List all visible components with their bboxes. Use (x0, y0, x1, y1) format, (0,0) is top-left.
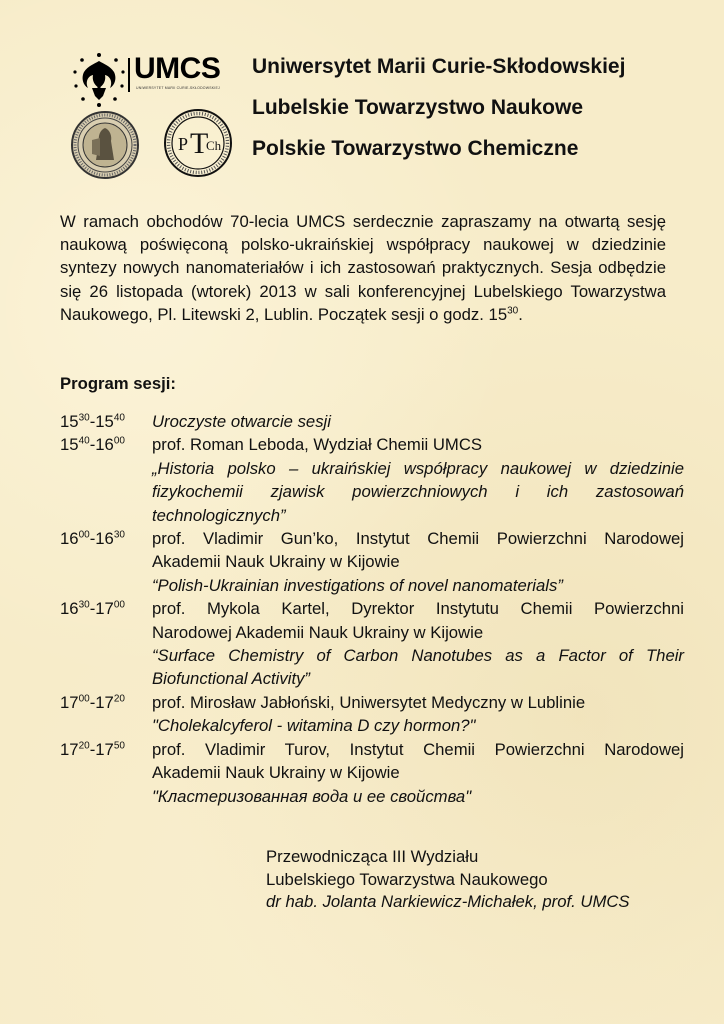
program-details (152, 410, 684, 433)
program-time (60, 597, 152, 691)
program-details (152, 691, 684, 738)
invitation-text: W ramach obchodów 70-lecia UMCS serdecznie zapraszamy na otwartą sesję naukową poświęconą polsko-ukraińskiej współpracy naukowej w dziedzinie syntezy nowych nanomateriałów i ich zastosowań praktycznych. Sesja odbędzie się 26 listopada (wtorek) 2013 w sali konferencyjnej Lubelskiego Towarzystwa Naukowego, Pl. Litewski 2, Lublin. Początek sesji o godz. 15 (60, 212, 666, 324)
time-hour: 17 (95, 692, 114, 712)
program-speaker-line: Akademii Nauk Ukrainy w Kijowie (152, 763, 400, 783)
program-talk-title-line: Biofunctional Activity” (152, 669, 310, 689)
program-details (152, 527, 684, 597)
program-talk-title-line: technologicznych” (152, 505, 286, 525)
time-hour: 15 (95, 412, 114, 431)
program-speaker-line: Narodowej Akademii Nauk Ukrainy w Kijowie (152, 622, 484, 642)
invitation-paragraph (60, 210, 666, 326)
program-speaker-line: Akademii Nauk Ukrainy w Kijowie (152, 552, 400, 572)
program-talk-title-line: "Кластеризованная вода и ее свойства" (152, 786, 472, 806)
program-speaker-line: prof. Roman Leboda, Wydział Chemii UMCS (152, 435, 483, 455)
time-hour: 16 (60, 599, 79, 619)
time-dash: - (89, 739, 96, 759)
program-speaker-line: prof. Mirosław Jabłoński, Uniwersytet Medyczny w Lublinie (152, 692, 586, 712)
time-minutes: 30 (78, 599, 90, 611)
time-minutes: 00 (78, 693, 90, 705)
time-dash: - (89, 435, 96, 455)
program-item (60, 433, 684, 527)
program-speaker-line: prof. Vladimir Turov, Instytut Chemii Powierzchni Narodowej (152, 739, 684, 759)
time-minutes: 00 (113, 599, 125, 611)
invitation-time-minutes: 30 (507, 305, 519, 317)
time-dash: - (89, 599, 96, 619)
time-hour: 16 (95, 435, 114, 455)
program-time (60, 527, 152, 597)
umcs-wordmark-subtitle: UNIWERSYTET MARII CURIE-SKŁODOWSKIEJ (136, 86, 220, 90)
program-talk-title-line: “Polish-Ukrainian investigations of novel nanomaterials” (152, 575, 563, 595)
time-minutes: 40 (113, 412, 125, 424)
program-item (60, 738, 684, 808)
program-details (152, 597, 684, 691)
program-details (152, 738, 684, 808)
program-talk-title-line: "Cholekalcyferol - witamina D czy hormon?" (152, 716, 476, 736)
ptch-letter-p: P (178, 134, 189, 154)
time-minutes: 20 (113, 693, 125, 705)
program-speaker-line: prof. Vladimir Gun’ko, Instytut Chemii Powierzchni Narodowej (152, 529, 684, 549)
signature-block (266, 846, 630, 914)
time-minutes: 50 (113, 740, 125, 752)
time-hour: 17 (60, 739, 79, 759)
program-talk-title-line: “Surface Chemistry of Carbon Nanotubes as a Factor of Their (152, 646, 684, 666)
program-item (60, 410, 684, 433)
program-time (60, 433, 152, 527)
logo-separator (128, 58, 130, 92)
time-minutes: 30 (113, 529, 125, 541)
time-hour: 17 (60, 692, 79, 712)
time-hour: 16 (95, 529, 114, 549)
ptch-letter-ch: Ch (206, 138, 222, 153)
program-time (60, 738, 152, 808)
program-item (60, 527, 684, 597)
time-dash: - (89, 692, 96, 712)
program-time (60, 691, 152, 738)
program-talk-title-line: Uroczyste otwarcie sesji (152, 412, 331, 431)
institution-umcs: Uniwersytet Marii Curie-Skłodowskiej (252, 55, 626, 78)
institution-list (252, 56, 625, 179)
time-minutes: 00 (78, 529, 90, 541)
program-item (60, 691, 684, 738)
program-talk-title-line: fizykochemii zjawisk powierzchniowych i ich zastosowań (152, 482, 684, 502)
umcs-wordmark: UMCS (134, 52, 221, 85)
program-talk-title-line: „Historia polsko – ukraińskiej współpracy naukowej w dziedzinie (152, 458, 684, 478)
program-list (60, 410, 684, 808)
ptch-letter-t: T (190, 127, 209, 160)
signature-title: Przewodnicząca III Wydziału (266, 847, 479, 866)
time-hour: 15 (60, 412, 79, 431)
time-minutes: 00 (113, 435, 125, 447)
institution-ptch: Polskie Towarzystwo Chemiczne (252, 137, 579, 160)
time-hour: 17 (95, 599, 114, 619)
time-dash: - (89, 529, 96, 549)
ltn-seal-icon (70, 110, 140, 180)
time-dash: - (89, 412, 96, 431)
time-hour: 15 (60, 435, 79, 455)
umcs-emblem-icon (70, 52, 128, 108)
program-time (60, 410, 152, 433)
ptch-seal-icon (162, 106, 234, 180)
invitation-end: . (518, 304, 523, 324)
signature-organization: Lubelskiego Towarzystwa Naukowego (266, 869, 548, 889)
logo-block (70, 48, 235, 183)
institution-ltn: Lubelskie Towarzystwo Naukowe (252, 96, 584, 119)
program-heading: Program sesji: (60, 374, 176, 393)
signature-name: dr hab. Jolanta Narkiewicz-Michałek, prof. UMCS (266, 892, 630, 912)
program-details (152, 433, 684, 527)
program-item (60, 597, 684, 691)
time-minutes: 30 (78, 412, 90, 424)
time-minutes: 40 (78, 435, 90, 447)
program-speaker-line: prof. Mykola Kartel, Dyrektor Instytutu Chemii Powierzchni (152, 599, 684, 619)
time-hour: 17 (95, 739, 114, 759)
time-minutes: 20 (78, 740, 90, 752)
time-hour: 16 (60, 529, 79, 549)
